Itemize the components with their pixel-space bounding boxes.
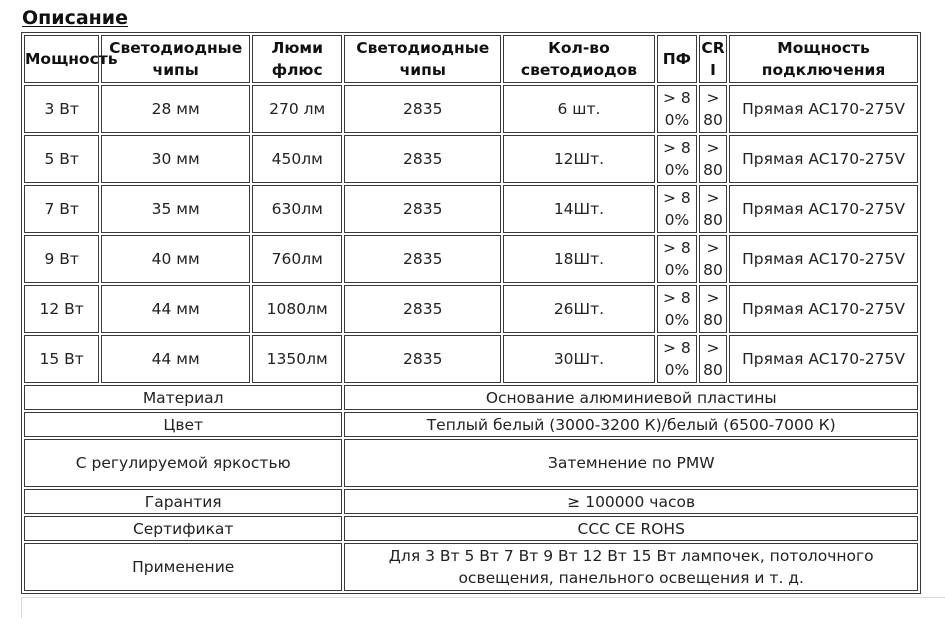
cell-size: 44 мм — [101, 285, 250, 333]
cell-count: 6 шт. — [503, 85, 655, 133]
cell-count: 26Шт. — [503, 285, 655, 333]
cell-power: 15 Вт — [24, 335, 99, 383]
cell-chip: 2835 — [344, 185, 501, 233]
property-label: Сертификат — [24, 516, 342, 541]
col-header-luminous-flux: Люми флюс — [252, 35, 342, 83]
cell-flux: 1350лм — [252, 335, 342, 383]
cell-pf: > 80% — [657, 335, 697, 383]
cell-pf: > 80% — [657, 185, 697, 233]
property-value: Теплый белый (3000-3200 К)/белый (6500-7000 К) — [344, 412, 918, 437]
cell-count: 14Шт. — [503, 185, 655, 233]
cell-flux: 1080лм — [252, 285, 342, 333]
property-row-certificate — [24, 516, 918, 541]
cell-power: 7 Вт — [24, 185, 99, 233]
cell-power: 9 Вт — [24, 235, 99, 283]
cell-cri: > 80 — [699, 235, 727, 283]
cell-cri: > 80 — [699, 335, 727, 383]
table-row — [24, 185, 918, 233]
table-row — [24, 235, 918, 283]
property-label: С регулируемой яркостью — [24, 439, 342, 487]
cell-cri: > 80 — [699, 185, 727, 233]
property-row-dimmable — [24, 439, 918, 487]
cell-size: 30 мм — [101, 135, 250, 183]
cell-pf: > 80% — [657, 285, 697, 333]
property-value: CCC CE ROHS — [344, 516, 918, 541]
cell-size: 44 мм — [101, 335, 250, 383]
cell-pf: > 80% — [657, 235, 697, 283]
cell-flux: 630лм — [252, 185, 342, 233]
header-row — [24, 35, 918, 83]
property-row-application — [24, 543, 918, 591]
cell-power: 5 Вт — [24, 135, 99, 183]
section-heading: Описание — [22, 7, 129, 29]
cell-flux: 450лм — [252, 135, 342, 183]
cell-cri: > 80 — [699, 285, 727, 333]
property-row-warranty — [24, 489, 918, 514]
property-value: ≥ 100000 часов — [344, 489, 918, 514]
col-header-pf: ПФ — [657, 35, 697, 83]
cell-chip: 2835 — [344, 135, 501, 183]
cell-chip: 2835 — [344, 235, 501, 283]
col-header-chip-type: Светодиодные чипы — [344, 35, 501, 83]
cell-chip: 2835 — [344, 285, 501, 333]
cell-pf: > 80% — [657, 135, 697, 183]
cell-size: 40 мм — [101, 235, 250, 283]
cell-chip: 2835 — [344, 85, 501, 133]
table-row — [24, 85, 918, 133]
col-header-chips-size: Светодиодные чипы — [101, 35, 250, 83]
cell-input: Прямая AC170-275V — [729, 285, 918, 333]
cell-count: 18Шт. — [503, 235, 655, 283]
spec-table — [21, 32, 921, 594]
cell-flux: 270 лм — [252, 85, 342, 133]
table-row — [24, 335, 918, 383]
property-label: Гарантия — [24, 489, 342, 514]
cell-size: 35 мм — [101, 185, 250, 233]
cell-input: Прямая AC170-275V — [729, 335, 918, 383]
property-label: Цвет — [24, 412, 342, 437]
content-left-divider — [21, 597, 22, 618]
property-value: Для 3 Вт 5 Вт 7 Вт 9 Вт 12 Вт 15 Вт лампочек, потолочного освещения, панельного освещения и т. д. — [344, 543, 918, 591]
property-row-material — [24, 385, 918, 410]
cell-chip: 2835 — [344, 335, 501, 383]
cell-input: Прямая AC170-275V — [729, 185, 918, 233]
cell-count: 30Шт. — [503, 335, 655, 383]
property-label: Применение — [24, 543, 342, 591]
cell-input: Прямая AC170-275V — [729, 235, 918, 283]
col-header-input-power: Мощность подключения — [729, 35, 918, 83]
col-header-cri: CRI — [699, 35, 727, 83]
cell-power: 12 Вт — [24, 285, 99, 333]
col-header-power: Мощность — [24, 35, 99, 83]
cell-input: Прямая AC170-275V — [729, 135, 918, 183]
content-bottom-divider — [21, 597, 945, 598]
table-row — [24, 135, 918, 183]
cell-input: Прямая AC170-275V — [729, 85, 918, 133]
property-label: Материал — [24, 385, 342, 410]
col-header-led-count: Кол-во светодиодов — [503, 35, 655, 83]
cell-flux: 760лм — [252, 235, 342, 283]
cell-power: 3 Вт — [24, 85, 99, 133]
property-value: Затемнение по PMW — [344, 439, 918, 487]
table-row — [24, 285, 918, 333]
cell-count: 12Шт. — [503, 135, 655, 183]
cell-pf: > 80% — [657, 85, 697, 133]
cell-size: 28 мм — [101, 85, 250, 133]
cell-cri: > 80 — [699, 85, 727, 133]
property-value: Основание алюминиевой пластины — [344, 385, 918, 410]
cell-cri: > 80 — [699, 135, 727, 183]
property-row-color — [24, 412, 918, 437]
